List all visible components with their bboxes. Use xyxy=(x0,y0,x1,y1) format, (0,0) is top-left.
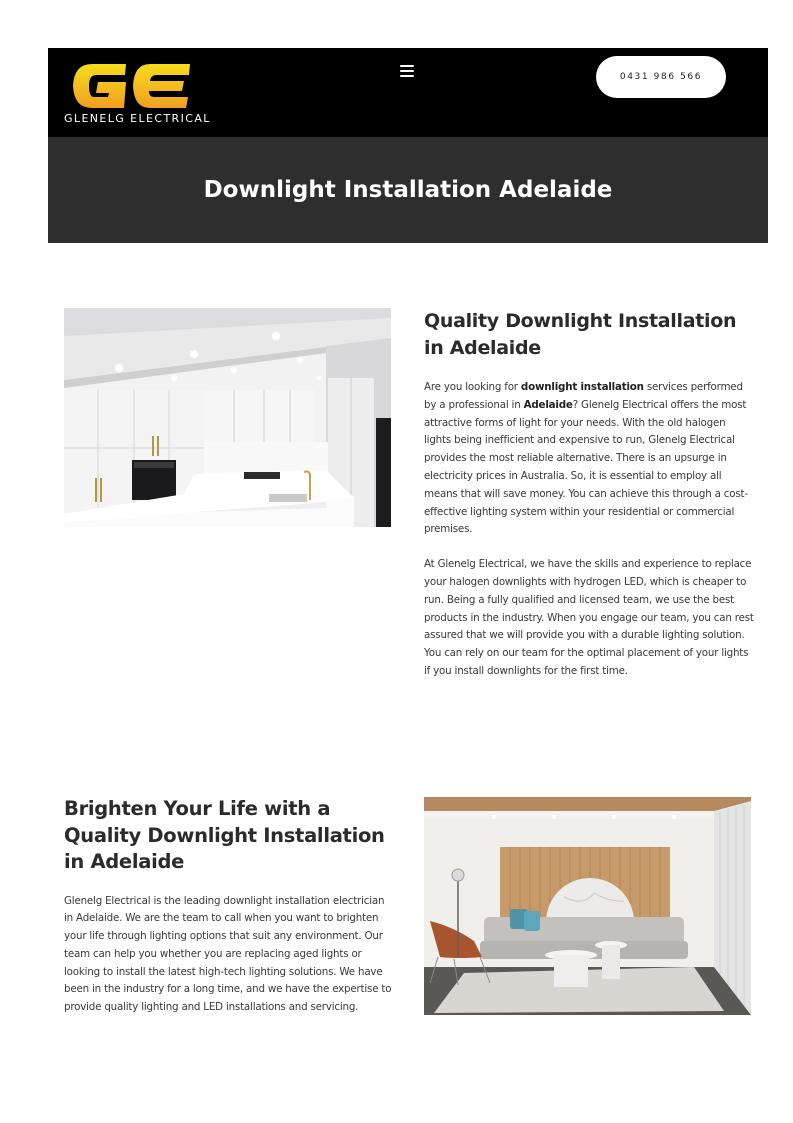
kitchen-photo xyxy=(64,308,391,527)
section-brighten-your-life xyxy=(64,796,394,1017)
paragraph-text: ? Glenelg Electrical offers the most attractive forms of light for your needs. With the old halogen lights being inefficient and expensive to run, Glenelg Electrical provides the most reliable alternative. There is an upsurge in electricity prices in Australia. So, it is essential to employ all means that will save money. You can achieve this through a cost-effective lighting system within your residential or commercial premises. xyxy=(424,398,748,536)
section-heading: Brighten Your Life with a Quality Downlight Installation in Adelaide xyxy=(64,797,385,873)
logo[interactable] xyxy=(64,62,220,128)
section-heading: Quality Downlight Installation in Adelaide xyxy=(424,310,737,359)
logo-mark-icon xyxy=(64,62,220,112)
paragraph-bold-text: Adelaide xyxy=(523,398,573,411)
living-room-photo xyxy=(424,797,751,1015)
phone-button[interactable]: 0431 986 566 xyxy=(596,56,726,98)
paragraph-bold-text: downlight installation xyxy=(520,381,644,393)
site-header xyxy=(48,48,768,137)
page-banner xyxy=(48,137,768,243)
section-paragraph: At Glenelg Electrical, we have the skills and experience to replace your halogen downlights with hydrogen LED, which is cheaper to run. Being a fully qualified and licensed team, we use the best products in the industry. When you engage our team, you can rest assured that we will provide you with a durable lighting solution. You can rely on our team for the optimal placement of your lights if you install downlights for the first time. xyxy=(424,558,754,677)
section-paragraph: Glenelg Electrical is the leading downlight installation electrician in Adelaide. We are the team to call when you want to brighten your life through lighting options that suit any environment. Our team can help you whether you are replacing aged lights or looking to install the latest high-tech lighting solutions. We have been in the industry for a long time, and we have the expertise to provide quality lighting and LED installations and servicing. xyxy=(64,894,392,1014)
logo-text: GLENELG ELECTRICAL xyxy=(64,112,211,125)
paragraph-text: Are you looking for xyxy=(424,381,521,393)
hamburger-menu-icon[interactable] xyxy=(398,64,416,78)
paragraph-text: services performed by a professional in xyxy=(424,381,743,411)
page-title: Downlight Installation Adelaide xyxy=(203,177,613,203)
section-quality-downlight xyxy=(424,308,754,681)
section-paragraph xyxy=(424,379,754,539)
